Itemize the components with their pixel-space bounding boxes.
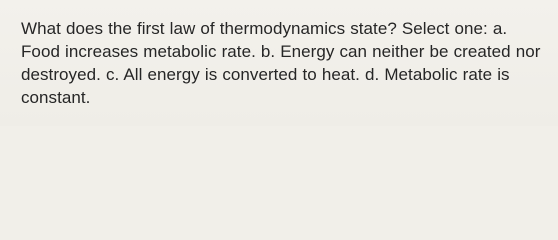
question-text: What does the first law of thermodynamics state? Select one: a. Food increases metabolic rate. b. Energy can neither be created nor destroyed. c. All energy is converted to heat. d. Metabolic rate is constant. (21, 19, 541, 107)
